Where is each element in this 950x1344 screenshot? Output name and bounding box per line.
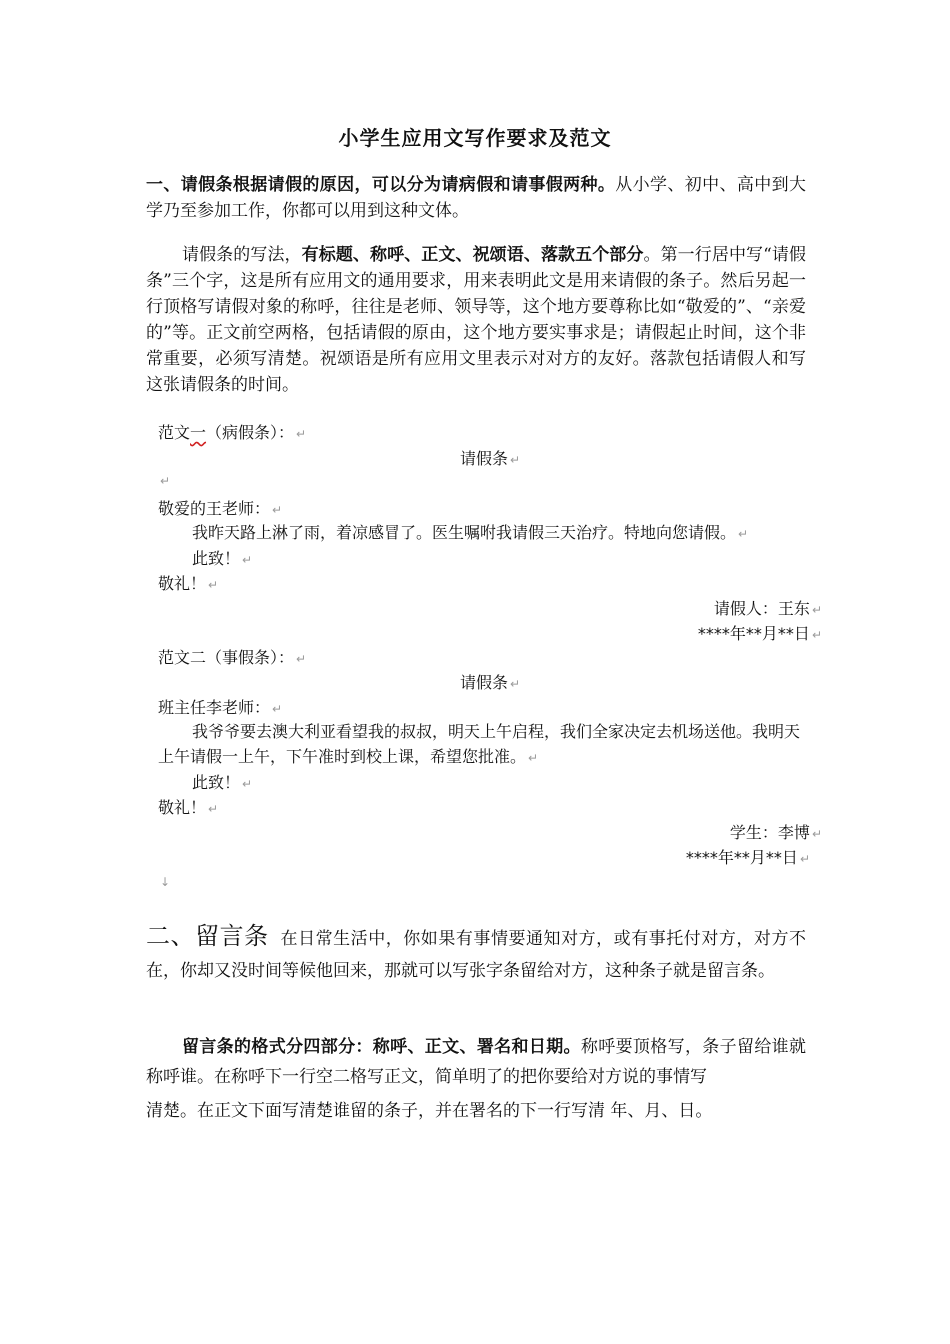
sample1-label-c: （病假条）： — [206, 423, 295, 442]
paragraph-mark-icon: ↵ — [811, 827, 822, 841]
sample1-body-text: 我昨天路上淋了雨，着凉感冒了。医生嘱咐我请假三天治疗。特地向您请假。 — [192, 523, 737, 542]
paragraph-mark-icon: ↵ — [811, 603, 822, 617]
document-title: 小学生应用文写作要求及范文 — [338, 126, 612, 150]
section2-intro-text: 在日常生活中，你如果有事情要通知对方，或有事托付对方，对方不在，你却又没时间等候他回来，那就可以写张字条留给对方，这种条子就是留言条。 — [146, 929, 807, 981]
sample2-signer — [730, 820, 822, 843]
section1-heading: 一、请假条根据请假的原因，可以分为请病假和请事假两种。 — [146, 175, 616, 195]
sample1-date — [698, 621, 822, 644]
sample1-heading — [158, 446, 822, 469]
sample1-label-b: 一 — [190, 423, 207, 442]
sample2-closing1 — [192, 770, 252, 793]
paragraph-mark-icon: ↵ — [296, 652, 307, 666]
section2-intro — [146, 920, 806, 987]
paragraph-mark-icon: ↵ — [509, 677, 521, 691]
sample2-closing2-text: 敬礼！ — [158, 798, 207, 817]
section1-paragraph — [146, 242, 806, 398]
sample1-closing1 — [192, 546, 252, 569]
section2-p2-b: 清楚。在正文下面写清楚谁留的条子，并在署名的下一行写清 年、月、日。 — [146, 1101, 713, 1121]
sample2-label — [158, 645, 306, 668]
sample1-label-a: 范文 — [158, 423, 191, 442]
sample1-signer — [714, 596, 822, 619]
section2-heading: 二、留言条 — [146, 922, 269, 950]
sample1-greeting — [158, 496, 282, 519]
section1-p2-rest: 。第一行居中写“请假条”三个字，这是所有应用文的通用要求，用来表明此文是用来请假的条子。然后另起一行顶格写请假对象的称呼，往往是老师、领导等，这个地方要尊称比如“敬爱的”、“亲爱的”等。正文前空两格，包括请假的原由，这个地方要实事求是；请假起止时间，这个非常重要，必须写清楚。祝颂语是所有应用文里表示对对方的友好。落款包括请假人和写这张请假条的时间。 — [146, 245, 807, 395]
paragraph-mark-icon: ↵ — [528, 751, 539, 765]
section1-p2-start: 请假条的写法， — [182, 245, 302, 265]
sample2-body-line2 — [158, 744, 538, 767]
paragraph-mark-icon: ↵ — [242, 553, 253, 567]
sample1-blank-line — [158, 470, 170, 489]
sample1-closing2 — [158, 571, 218, 594]
sample1-signer-text: 请假人：王东 — [713, 599, 810, 618]
paragraph-mark-icon: ↵ — [811, 628, 822, 642]
sample2-signer-text: 学生：李博 — [729, 823, 810, 842]
paragraph-mark-icon: ↵ — [272, 702, 283, 716]
sample2-end — [158, 871, 170, 890]
section2-paragraph — [146, 1032, 806, 1092]
sample2-closing1-text: 此致！ — [192, 773, 241, 792]
sample2-heading-text: 请假条 — [459, 673, 508, 692]
sample2-body1-text: 我爷爷要去澳大利亚看望我的叔叔，明天上午启程，我们全家决定去机场送他。我明天 — [192, 722, 801, 741]
section2-p2-a: 称呼要顶格写，条子留给谁就称呼谁。在称呼下一行空二格写正文，简单明了的把你要给对方说的事情写 — [146, 1037, 807, 1087]
sample2-closing2 — [158, 795, 218, 818]
sample1-heading-text: 请假条 — [459, 449, 508, 468]
sample2-body2-text: 上午请假一上午，下午准时到校上课，希望您批准。 — [158, 747, 527, 766]
paragraph-mark-icon: ↵ — [272, 503, 283, 517]
sample1-block — [158, 420, 822, 650]
paragraph-mark-icon: ↵ — [509, 453, 521, 467]
sample2-date — [686, 845, 810, 868]
paragraph-mark-icon: ↵ — [160, 474, 171, 488]
end-mark-icon: ↓ — [160, 875, 171, 889]
paragraph-mark-icon: ↵ — [738, 527, 749, 541]
paragraph-mark-icon: ↵ — [208, 578, 219, 592]
paragraph-mark-icon: ↵ — [242, 777, 253, 791]
sample2-greeting-text: 班主任李老师： — [158, 698, 271, 717]
section1-intro — [146, 172, 806, 224]
sample2-heading — [158, 670, 822, 693]
section2-p2-bold: 留言条的格式分四部分：称呼、正文、署名和日期。 — [182, 1037, 581, 1057]
section1-heading-rest: 从小学、初中、高中到大学乃至参加工作，你都可以用到这种文体。 — [146, 175, 807, 221]
sample2-body-line1 — [192, 719, 800, 742]
paragraph-mark-icon: ↵ — [208, 802, 219, 816]
sample2-block — [158, 645, 822, 895]
section1-p2-bold: 有标题、称呼、正文、祝颂语、落款五个部分 — [301, 245, 644, 265]
sample1-label — [158, 420, 306, 443]
paragraph-mark-icon: ↵ — [799, 852, 810, 866]
sample1-closing2-text: 敬礼！ — [158, 574, 207, 593]
sample1-body — [192, 520, 748, 543]
sample1-greeting-text: 敬爱的王老师： — [158, 499, 271, 518]
sample1-date-text: ****年**月**日 — [697, 624, 810, 643]
sample2-greeting — [158, 695, 282, 718]
paragraph-mark-icon: ↵ — [296, 427, 307, 441]
sample2-label-text: 范文二（事假条）： — [158, 648, 295, 667]
section2-paragraph-end — [146, 1096, 806, 1126]
sample1-closing1-text: 此致！ — [192, 549, 241, 568]
sample2-date-text: ****年**月**日 — [685, 848, 798, 867]
